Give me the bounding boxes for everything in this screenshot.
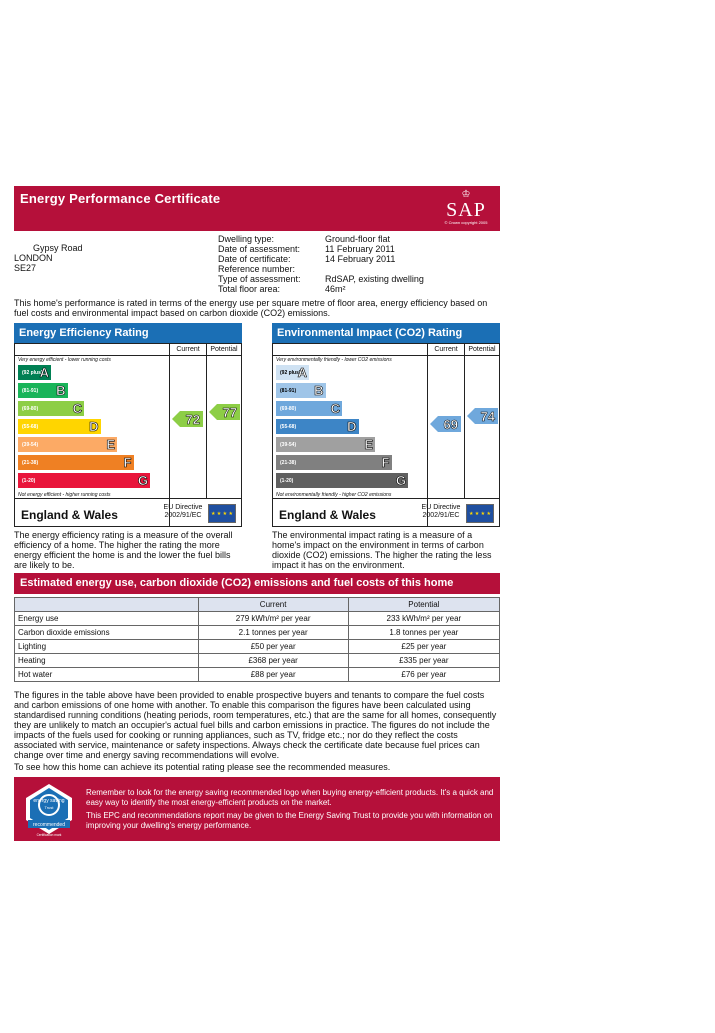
band-range: (55-68) bbox=[280, 424, 297, 430]
crown-icon: ♔ bbox=[461, 189, 471, 200]
divider bbox=[273, 498, 499, 499]
divider bbox=[206, 344, 207, 498]
environment-top-note: Very environmentally friendly - lower CO2 emissions bbox=[276, 357, 392, 363]
table-row bbox=[15, 640, 500, 654]
environment-potential-arrow bbox=[467, 407, 498, 425]
efficiency-current-arrow-value: 72 bbox=[185, 412, 200, 427]
band-letter: F bbox=[123, 455, 132, 470]
band-range: (69-80) bbox=[280, 406, 297, 412]
band-range: (92 plus) bbox=[280, 370, 301, 376]
efficiency-bottom-note: Not energy efficient - higher running costs bbox=[18, 492, 111, 498]
efficiency-col-potential: Potential bbox=[206, 344, 241, 356]
banner-line-2: This EPC and recommendations report may be given to the Energy Saving Trust to provide you with information on improving your dwelling's energy performance. bbox=[86, 811, 493, 830]
table-row bbox=[15, 668, 500, 682]
table-cell-label: Carbon dioxide emissions bbox=[15, 626, 199, 640]
band-letter: C bbox=[72, 401, 82, 416]
logo-mid-text: Trust bbox=[44, 805, 54, 810]
band-range: (81-91) bbox=[22, 388, 39, 394]
band-letter: B bbox=[314, 383, 324, 398]
banner-text bbox=[86, 788, 494, 831]
logo-cert-text: Certification mark bbox=[36, 833, 62, 837]
detail-value: 11 February 2011 bbox=[325, 244, 395, 254]
efficiency-band-a bbox=[18, 365, 51, 380]
detail-value: 46m² bbox=[325, 284, 346, 294]
environment-bottom-note: Not environmentally friendly - higher CO2 emissions bbox=[276, 492, 392, 498]
efficiency-potential-arrow bbox=[209, 403, 240, 421]
efficiency-potential-arrow-value: 77 bbox=[222, 404, 237, 420]
estimate-title: Estimated energy use, carbon dioxide (CO2) emissions and fuel costs of this home bbox=[14, 573, 500, 594]
detail-value: RdSAP, existing dwelling bbox=[325, 274, 424, 284]
detail-value: 14 February 2011 bbox=[325, 254, 396, 264]
table-cell-label: Lighting bbox=[15, 640, 199, 654]
banner-line-1: Remember to look for the energy saving recommended logo when buying energy-efficient products. It's a quick and easy way to identify the most energy-efficient products on the market. bbox=[86, 788, 494, 807]
table-cell-current: £88 per year bbox=[198, 668, 348, 682]
band-range: (1-20) bbox=[280, 478, 294, 484]
band-letter: C bbox=[330, 401, 340, 416]
divider bbox=[273, 355, 427, 356]
divider bbox=[15, 498, 241, 499]
environment-description: The environmental impact rating is a measure of a home's impact on the environment in terms of carbon dioxide (CO2) emissions. The higher the rating the less impact it has on the environment. bbox=[272, 530, 492, 570]
table-cell-current: £50 per year bbox=[198, 640, 348, 654]
efficiency-band-d bbox=[18, 419, 101, 434]
environment-band-a bbox=[276, 365, 309, 380]
environment-chart bbox=[272, 343, 500, 527]
intro-text: This home's performance is rated in terms of the energy use per square metre of floor area, energy efficiency based on fuel costs and environmental impact based on carbon dioxide (CO2) emissions. bbox=[14, 298, 488, 318]
environment-current-arrow-value: 69 bbox=[443, 416, 458, 432]
efficiency-eu-directive: EU Directive 2002/91/EC bbox=[163, 504, 203, 519]
detail-label: Date of assessment: bbox=[218, 244, 301, 254]
band-range: (69-80) bbox=[22, 406, 39, 412]
environment-band-b bbox=[276, 383, 326, 398]
table-cell-potential: 1.8 tonnes per year bbox=[348, 626, 499, 640]
efficiency-title: Energy Efficiency Rating bbox=[14, 323, 242, 343]
band-letter: D bbox=[89, 419, 99, 434]
table-cell-potential: 233 kWh/m² per year bbox=[348, 612, 499, 626]
band-letter: D bbox=[347, 419, 357, 434]
environment-potential-arrow-value: 74 bbox=[480, 409, 495, 424]
address-line-1: Gypsy Road bbox=[33, 243, 83, 253]
detail-label: Dwelling type: bbox=[218, 234, 275, 244]
logo-bottom-text: recommended bbox=[33, 822, 65, 828]
table-cell-current: £368 per year bbox=[198, 654, 348, 668]
efficiency-chart bbox=[14, 343, 242, 527]
sap-logo bbox=[438, 190, 494, 228]
band-range: (21-38) bbox=[22, 460, 39, 466]
environment-col-potential: Potential bbox=[464, 344, 499, 356]
estimate-table bbox=[14, 597, 500, 682]
efficiency-band-b bbox=[18, 383, 68, 398]
environment-current-arrow bbox=[430, 415, 461, 433]
table-cell-current: 2.1 tonnes per year bbox=[198, 626, 348, 640]
band-range: (55-68) bbox=[22, 424, 39, 430]
address-line-2: LONDON bbox=[14, 253, 53, 263]
table-header-cell: Current bbox=[198, 598, 348, 612]
table-row bbox=[15, 612, 500, 626]
table-cell-potential: £335 per year bbox=[348, 654, 499, 668]
efficiency-band-e bbox=[18, 437, 117, 452]
table-cell-label: Hot water bbox=[15, 668, 199, 682]
divider bbox=[15, 355, 169, 356]
detail-label: Total floor area: bbox=[218, 284, 281, 294]
environment-band-e bbox=[276, 437, 375, 452]
efficiency-current-arrow bbox=[172, 410, 203, 428]
band-range: (21-38) bbox=[280, 460, 297, 466]
band-range: (39-54) bbox=[280, 442, 297, 448]
energy-saving-recommended-logo bbox=[20, 780, 78, 838]
table-header-cell bbox=[15, 598, 199, 612]
efficiency-description: The energy efficiency rating is a measure of the overall efficiency of a home. The higher the rating the more energy efficient the home is and the lower the fuel bills are likely to be. bbox=[14, 530, 233, 570]
figures-explanation: The figures in the table above have been provided to enable prospective buyers and tenants to compare the fuel costs and carbon emissions of one home with another. To enable this comparison the figures have been calculated using standardised running conditions (heating periods, room temperatures, etc.) that are the same for all homes, consequently they are unlikely to match an occupier's actual fuel bills and carbon emissions in practice. The figures do not include the impacts of the fuels used for cooking or running appliances, such as TV, fridge etc.; nor do they reflect the costs associated with service, maintenance or safety inspections. Always check the certificate date because fuel prices can change over time and energy saving recommendations will evolve. bbox=[14, 690, 497, 760]
environment-band-f bbox=[276, 455, 392, 470]
band-letter: E bbox=[106, 437, 115, 452]
efficiency-region: England & Wales bbox=[21, 508, 118, 522]
table-cell-label: Heating bbox=[15, 654, 199, 668]
band-range: (92 plus) bbox=[22, 370, 43, 376]
sap-logo-copyright: © Crown copyright 2005 bbox=[444, 220, 488, 225]
band-letter: G bbox=[395, 473, 406, 488]
table-row bbox=[15, 654, 500, 668]
band-letter: E bbox=[364, 437, 373, 452]
divider bbox=[169, 344, 170, 498]
environment-title: Environmental Impact (CO2) Rating bbox=[272, 323, 500, 343]
band-range: (1-20) bbox=[22, 478, 36, 484]
band-letter: G bbox=[137, 473, 148, 488]
band-letter: F bbox=[381, 455, 390, 470]
table-row bbox=[15, 626, 500, 640]
sap-logo-text: SAP bbox=[446, 199, 486, 221]
environment-band-d bbox=[276, 419, 359, 434]
band-letter: A bbox=[297, 365, 307, 380]
eu-flag-icon: ★ ★ ★ ★ bbox=[466, 504, 494, 523]
efficiency-band-c bbox=[18, 401, 84, 416]
address-line-3: SE27 bbox=[14, 263, 37, 273]
environment-col-current: Current bbox=[427, 344, 464, 356]
table-header-row bbox=[15, 598, 500, 612]
table-cell-potential: £25 per year bbox=[348, 640, 499, 654]
environment-band-g bbox=[276, 473, 408, 488]
band-range: (39-54) bbox=[22, 442, 39, 448]
page-title: Energy Performance Certificate bbox=[20, 191, 221, 206]
table-cell-label: Energy use bbox=[15, 612, 199, 626]
band-letter: A bbox=[39, 365, 49, 380]
band-range: (81-91) bbox=[280, 388, 297, 394]
eu-flag-icon: ★ ★ ★ ★ bbox=[208, 504, 236, 523]
environment-band-c bbox=[276, 401, 342, 416]
environment-region: England & Wales bbox=[279, 508, 376, 522]
table-cell-potential: £76 per year bbox=[348, 668, 499, 682]
efficiency-col-current: Current bbox=[169, 344, 206, 356]
detail-label: Type of assessment: bbox=[218, 274, 301, 284]
efficiency-band-g bbox=[18, 473, 150, 488]
environment-eu-directive: EU Directive 2002/91/EC bbox=[421, 504, 461, 519]
divider bbox=[427, 344, 428, 498]
detail-label: Reference number: bbox=[218, 264, 296, 274]
detail-label: Date of certificate: bbox=[218, 254, 291, 264]
logo-top-text: energy saving bbox=[33, 798, 65, 804]
divider bbox=[464, 344, 465, 498]
recommended-measures-note: To see how this home can achieve its potential rating please see the recommended measures. bbox=[14, 762, 391, 772]
table-cell-current: 279 kWh/m² per year bbox=[198, 612, 348, 626]
detail-value: Ground-floor flat bbox=[325, 234, 391, 244]
table-header-cell: Potential bbox=[348, 598, 499, 612]
efficiency-top-note: Very energy efficient - lower running costs bbox=[18, 357, 111, 363]
efficiency-band-f bbox=[18, 455, 134, 470]
band-letter: B bbox=[56, 383, 66, 398]
